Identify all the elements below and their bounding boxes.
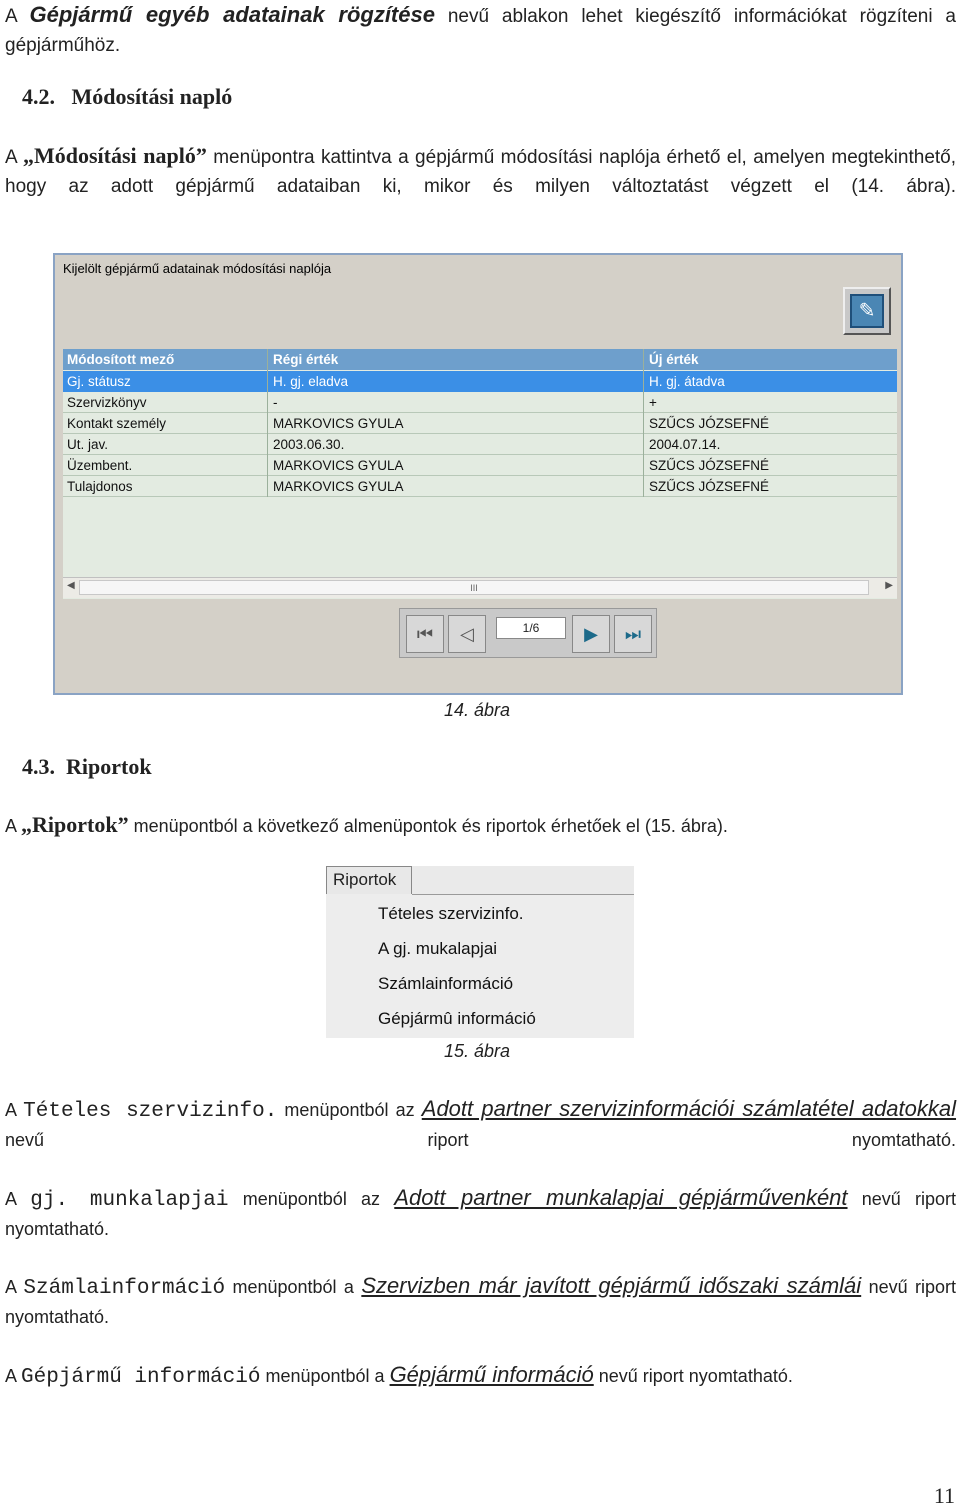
first-record-button[interactable] <box>406 615 444 653</box>
table-row[interactable] <box>63 455 897 476</box>
column-header-new-value[interactable]: Új érték <box>649 352 699 367</box>
table-row[interactable] <box>63 371 897 392</box>
grid-header-row <box>63 349 897 370</box>
column-header-field[interactable]: Módosított mező <box>67 352 175 367</box>
cell-field: Szervizkönyv <box>67 395 147 410</box>
column-divider <box>267 349 268 497</box>
menu-item-gj-mukalapjai[interactable]: A gj. mukalapjai <box>378 939 498 958</box>
next-record-button[interactable] <box>572 615 610 653</box>
section-4-3-paragraph: A „Riportok” menüpontból a következő almenüpontok és riportok érhetőek el (15. ábra). <box>5 812 728 837</box>
cell-field: Ut. jav. <box>67 437 109 452</box>
cell-new-value: + <box>649 395 657 410</box>
first-icon: ⏮ <box>416 624 434 644</box>
cell-old-value: 2003.06.30. <box>273 437 345 452</box>
previous-icon: ◁ <box>460 624 474 644</box>
report-paragraph-4: A Gépjármű információ menüpontból a Gépjármű információ nevű riport nyomtatható. <box>5 1362 793 1389</box>
menu-divider <box>412 894 634 895</box>
cell-field: Üzembent. <box>67 458 133 473</box>
cell-old-value: - <box>273 395 278 410</box>
menu-item-teteles-szervizinfo[interactable]: Tételes szervizinfo. <box>378 904 524 923</box>
menu-title[interactable]: Riportok <box>326 866 412 894</box>
cell-new-value: SZŰCS JÓZSEFNÉ <box>649 479 770 494</box>
cell-field: Tulajdonos <box>67 479 133 494</box>
record-pager <box>399 608 657 658</box>
cell-field: Gj. státusz <box>67 374 131 389</box>
cell-old-value: H. gj. eladva <box>273 374 349 389</box>
horizontal-scrollbar[interactable] <box>63 577 897 598</box>
log-grid <box>63 349 897 599</box>
figure-14-caption: 14. ábra <box>444 700 511 720</box>
menu-item-szamlainformacio[interactable]: Számlainformáció <box>378 974 514 993</box>
edit-icon: ✎ <box>850 294 884 328</box>
cell-field: Kontakt személy <box>67 416 167 431</box>
menu-item-gepjarmu-informacio[interactable]: Gépjármû információ <box>378 1009 536 1028</box>
report-paragraph-1: A Tételes szervizinfo. menüpontból az Adott partner szervizinformációi számlatétel adatokkal nevű riport nyomtatható. <box>5 1096 957 1150</box>
cell-new-value: SZŰCS JÓZSEFNÉ <box>649 458 770 473</box>
riportok-menu <box>326 866 634 1038</box>
previous-record-button[interactable] <box>448 615 486 653</box>
table-row[interactable] <box>63 434 897 455</box>
scroll-right-icon[interactable]: ▶ <box>885 580 893 591</box>
scroll-thumb[interactable]: III <box>79 580 869 595</box>
section-4-3-heading: 4.3. Riportok <box>22 754 152 779</box>
cell-old-value: MARKOVICS GYULA <box>273 479 404 494</box>
cell-old-value: MARKOVICS GYULA <box>273 458 404 473</box>
edit-button[interactable] <box>843 287 891 335</box>
column-header-old-value[interactable]: Régi érték <box>273 352 339 367</box>
section-4-2-heading: 4.2. Módosítási napló <box>22 84 233 109</box>
column-divider <box>643 349 644 497</box>
last-icon: ⏭ <box>624 624 642 644</box>
report-paragraph-2: A gj. munkalapjai menüpontból az Adott partner munkalapjai gépjárművenként nevű riport nyomtatható. <box>5 1185 957 1239</box>
window-title: Kijelölt gépjármű adatainak módosítási naplója <box>63 261 332 276</box>
intro-paragraph: A Gépjármű egyéb adatainak rögzítése nevű ablakon lehet kiegészítő információkat rögzíteni a gépjárműhöz. <box>5 2 956 56</box>
figure-15-caption: 15. ábra <box>444 1041 511 1061</box>
window-name: Gépjármű egyéb adatainak rögzítése <box>29 2 435 27</box>
modification-log-window <box>53 253 903 695</box>
cell-new-value: SZŰCS JÓZSEFNÉ <box>649 416 770 431</box>
cell-old-value: MARKOVICS GYULA <box>273 416 404 431</box>
page-number: 11 <box>933 1483 955 1508</box>
next-icon: ▶ <box>584 624 598 644</box>
scroll-left-icon[interactable]: ◀ <box>67 580 75 591</box>
last-record-button[interactable] <box>614 615 652 653</box>
cell-new-value: 2004.07.14. <box>649 437 721 452</box>
cell-new-value: H. gj. átadva <box>649 374 725 389</box>
table-row[interactable] <box>63 476 897 497</box>
table-row[interactable] <box>63 392 897 413</box>
report-paragraph-3: A Számlainformáció menüpontból a Szervizben már javított gépjármű időszaki számlái nevű riport nyomtatható. <box>5 1273 957 1327</box>
table-row[interactable] <box>63 413 897 434</box>
section-4-2-paragraph: A „Módosítási napló” menüpontra kattintva a gépjármű módosítási naplója érhető el, amelyen megtekinthető, hogy az adott gépjármű adataiban ki, mikor és milyen változtatást végzett el (14. ábra). <box>5 143 957 197</box>
record-position-field[interactable]: 1/6 <box>496 617 566 639</box>
